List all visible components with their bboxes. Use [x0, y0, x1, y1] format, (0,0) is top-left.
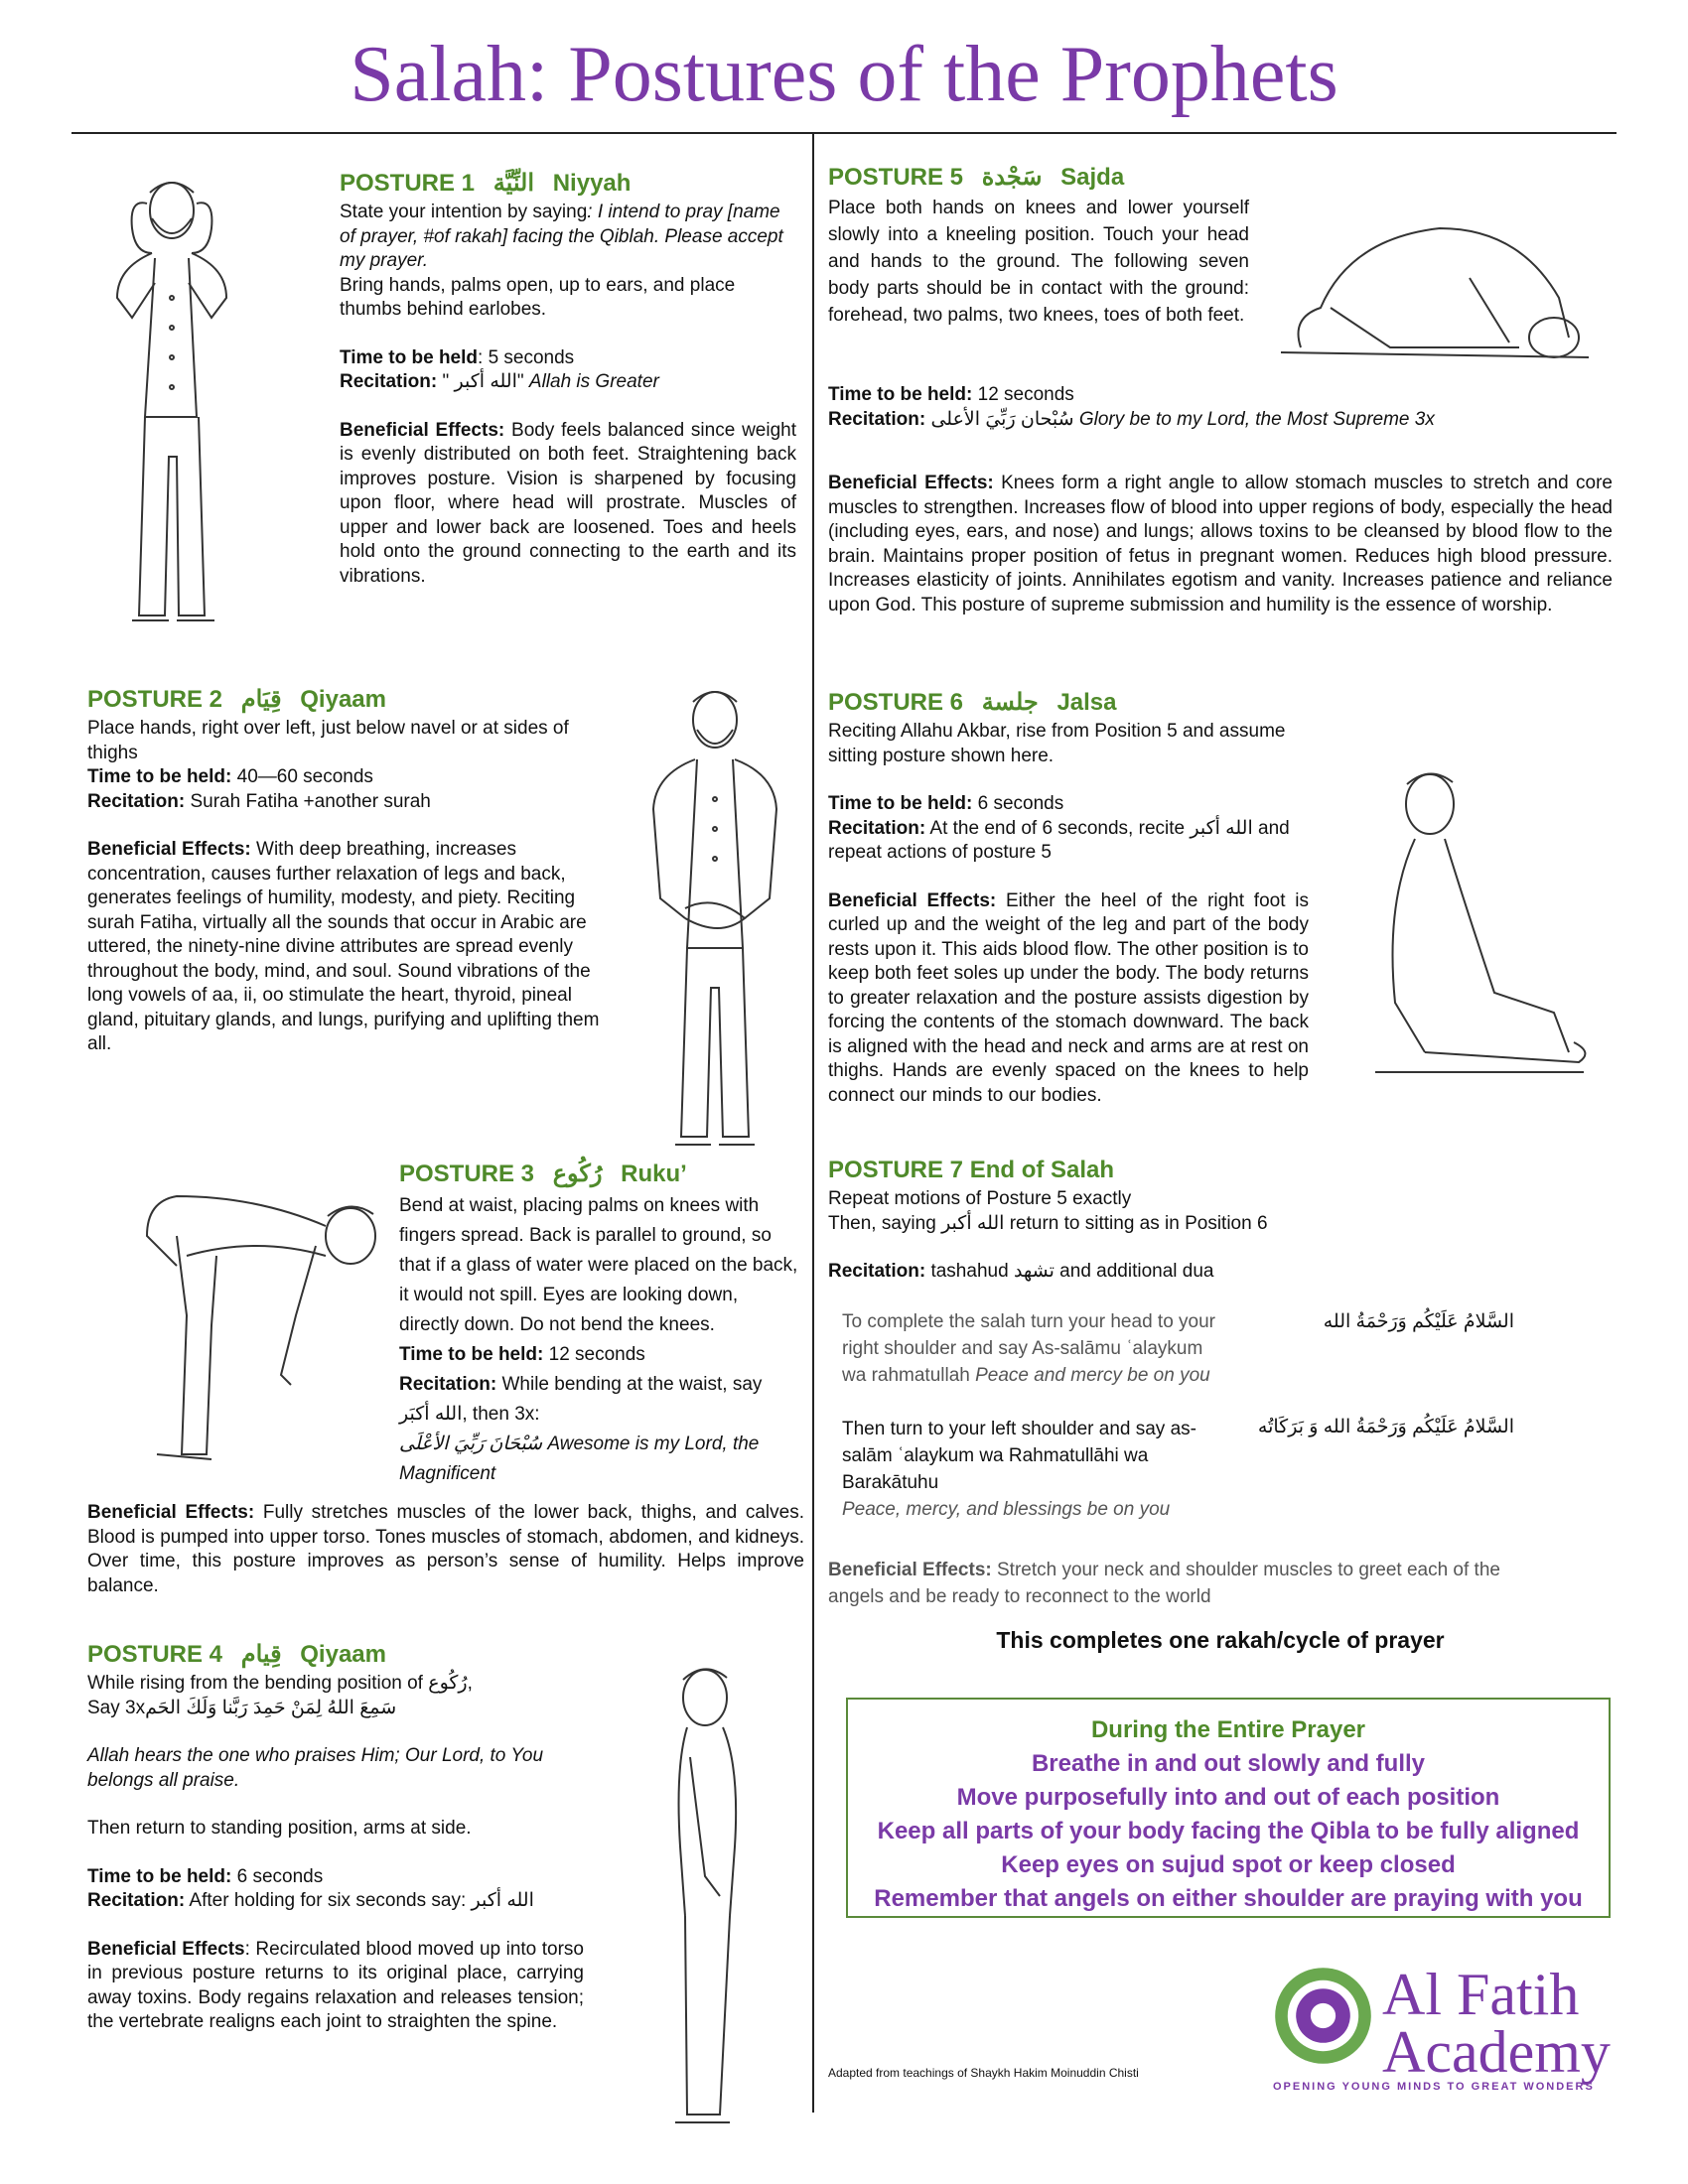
posture-1-benefits: Beneficial Effects: Body feels balanced since weight is evenly distributed on both feet. Straightening back improves posture. Vision is sharpened by focusing upon floor, where head will prostrate. Muscles of upper and lower back are loosened. Toes and heels hold onto the ground connecting to the earth and its vibrations. [340, 419, 796, 587]
posture-2-time: Time to be held: 40—60 seconds [87, 766, 373, 787]
posture-6-recitation: Recitation: At the end of 6 seconds, recite الله أكبر and repeat actions of posture 5 [828, 817, 1290, 863]
posture-3-time: Time to be held: 12 seconds [399, 1344, 645, 1365]
salam-left: Then turn to your left shoulder and say as-salām ʿalaykum wa Rahmatullāhi wa Barakātuhu Peace, mercy, and blessings be on you [842, 1419, 1196, 1520]
posture-4-figure [635, 1648, 784, 2134]
posture-4-return: Then return to standing position, arms at side. [87, 1818, 472, 1839]
posture-6-section [828, 688, 1309, 1108]
posture-1-section [340, 169, 796, 589]
posture-6-text: Reciting Allahu Akbar, rise from Position 5 and assume sitting posture shown here. [828, 721, 1286, 766]
salam-right-arabic: السَّلامُ عَلَيْكُم وَرَحْمَةُ الله [1323, 1311, 1514, 1332]
posture-7-heading: POSTURE 7 End of Salah [828, 1157, 1115, 1183]
posture-6-figure [1355, 754, 1594, 1092]
posture-1-name: Niyyah [552, 170, 632, 197]
salam-right: To complete the salah turn your head to your right shoulder and say As-salāmu ʿalaykum wa rahmatullah Peace and mercy be on you [842, 1311, 1216, 1386]
posture-5-time: Time to be held: 12 seconds [828, 384, 1074, 405]
box-line: Keep all parts of your body facing the Qibla to be fully aligned [877, 1818, 1580, 1844]
posture-4-benefits: Beneficial Effects: Recirculated blood moved up into torso in previous posture returns to its original place, carrying away toxins. Body regains relaxation and releases tension; the vertebrate realigns each joint to straighten the spine. [87, 1938, 584, 2032]
logo-tagline: OPENING YOUNG MINDS TO GREAT WONDERS [1273, 2081, 1595, 2093]
logo-text [1382, 1962, 1611, 2085]
posture-5-section [828, 163, 1249, 329]
box-line: Move purposefully into and out of each position [956, 1784, 1500, 1811]
box-line: Remember that angels on either shoulder are praying with you [874, 1885, 1583, 1912]
posture-1-hands: Bring hands, palms open, up to ears, and place thumbs behind earlobes. [340, 274, 736, 320]
posture-5-text: Place both hands on knees and lower yourself slowly into a kneeling position. Touch your head and hands to the ground. The following seven body parts should be in contact with the ground: forehead, two palms, two knees, toes of both feet. [828, 198, 1249, 326]
posture-6-heading: POSTURE 6 جلسة Jalsa [828, 689, 1117, 716]
page-title: Salah: Postures of the Prophets [350, 31, 1338, 118]
posture-5-figure [1271, 199, 1599, 367]
box-line: Breathe in and out slowly and fully [1031, 1750, 1426, 1777]
posture-4-line1: While rising from the bending position of رُكُوع, [87, 1673, 473, 1694]
logo-emblem-icon [1271, 1964, 1375, 2068]
logo-line-1: Al Fatih [1382, 1962, 1580, 2027]
posture-3-benefits: Beneficial Effects: Fully stretches muscles of the lower back, thighs, and calves. Blood is pumped into upper torso. Tones muscles of stomach, abdomen, and kidneys. Over time, this posture improves as person’s sense of humility. Helps improve balance. [87, 1502, 804, 1596]
posture-6-benefits: Beneficial Effects: Either the heel of the right foot is curled up and the weight of the leg and part of the body rests upon it. This aids blood flow. The other position is to keep both feet soles up under the body. The body returns to greater relaxation and the posture assists digestion by forcing the contents of the stomach downward. The back is aligned with the head and neck and arms are at rest on thighs. Hands are evenly spaced on the knees to help connect our minds to our bodies. [828, 889, 1309, 1106]
box-line: Keep eyes on sujud spot or keep closed [1001, 1851, 1456, 1878]
column-divider [812, 132, 814, 2113]
posture-4-time: Time to be held: 6 seconds [87, 1865, 324, 1887]
posture-7-line1: Repeat motions of Posture 5 exactly [828, 1188, 1132, 1209]
credit: Adapted from teachings of Shaykh Hakim Moinuddin Chisti [828, 2066, 1139, 2080]
posture-6-time: Time to be held: 6 seconds [828, 793, 1064, 814]
posture-1-recitation: Recitation: " الله أكبر" Allah is Greater [340, 371, 659, 392]
title-divider [71, 132, 1617, 134]
posture-5-details [828, 383, 1613, 617]
posture-5-heading: POSTURE 5 سَجْدة Sajda [828, 164, 1125, 191]
posture-4-section [87, 1640, 584, 2035]
posture-3-heading: POSTURE 3 رُكُوع Ruku’ [399, 1160, 687, 1187]
posture-4-translation: Allah hears the one who praises Him; Our Lord, to You belongs all praise. [87, 1745, 544, 1791]
posture-2-heading: POSTURE 2 قِيَام Qiyaam [87, 686, 386, 713]
posture-1-intro: State your intention by saying: I intend to pray [name of prayer, #of rakah] facing the Qiblah. Please accept my prayer. [340, 202, 783, 271]
posture-2-benefits: Beneficial Effects: With deep breathing, increases concentration, causes further relaxation of legs and back, generates feelings of humility, modesty, and piety. Reciting surah Fatiha, virtually all the sounds that occur in Arabic are uttered, the ninety-nine divine attributes are spread evenly throughout the body, mind, and soul. Sound vibrations of the long vowels of aa, ii, oo stimulate the heart, thyroid, pineal gland, pituitary glands, and lungs, purifying and uplifting them all. [87, 839, 600, 1054]
posture-3-recitation: Recitation: While bending at the waist, say [399, 1374, 763, 1395]
posture-3-figure [117, 1157, 390, 1474]
posture-7-line2: Then, saying الله أكبر return to sitting as in Position 6 [828, 1212, 1268, 1234]
posture-1-label: POSTURE 1 [340, 170, 476, 197]
posture-2-recitation: Recitation: Surah Fatiha +another surah [87, 790, 431, 812]
posture-2-section [87, 685, 604, 1057]
salam-left-arabic: السَّلامُ عَلَيْكُم وَرَحْمَةُ الله وَ بَرَكَاتُه [1257, 1417, 1514, 1437]
posture-3-recitation-2: الله أكبَر, then 3x: [399, 1404, 540, 1425]
posture-1-time: Time to be held: 5 seconds [340, 346, 575, 368]
posture-1-arabic: النِّيَّة [492, 170, 535, 197]
posture-5-benefits: Beneficial Effects: Knees form a right angle to allow stomach muscles to stretch and core muscles to strengthen. Increases flow of blood into upper regions of body, especially the head (including eyes, ears, and nose) and lungs; allows toxins to be cleansed by blood flow to the brain. Maintains proper position of fetus in pregnant women. Reduces high blood pressure. Increases elasticity of joints. Annihilates egotism and vanity. Increases patience and reliance upon God. This posture of supreme submission and humility is the essence of worship. [828, 473, 1613, 615]
posture-7-recitation: Recitation: tashahud تشهد and additional dua [828, 1261, 1214, 1282]
logo-line-2: Academy [1382, 2019, 1611, 2085]
posture-1-figure [77, 159, 266, 633]
posture-3-recitation-3: سُبْحَانَ رَبِّيَ الأعْلَى Awesome is my Lord, the Magnificent [399, 1433, 760, 1484]
posture-4-line2: Say 3xسَمِعَ اللهُ لِمَنْ حَمِدَ رَبَّنا وَلَكَ الحَم [87, 1697, 397, 1718]
posture-2-figure [626, 670, 804, 1161]
posture-1-heading [340, 169, 796, 199]
posture-5-recitation: Recitation: سُبْحان رَبِّيَ الأعلى Glory be to my Lord, the Most Supreme 3x [828, 408, 1435, 430]
entire-prayer-box [846, 1698, 1611, 1918]
posture-3-section [399, 1160, 802, 1489]
posture-3-text: Bend at waist, placing palms on knees with fingers spread. Back is parallel to ground, so that if a glass of water were placed on the back, it would not spill. Eyes are looking down, directly down. Do not bend the knees. [399, 1195, 798, 1335]
box-heading: During the Entire Prayer [1090, 1716, 1366, 1743]
posture-4-recitation: Recitation: After holding for six seconds say: الله أكبر [87, 1890, 534, 1911]
posture-7-section [828, 1156, 1613, 1285]
posture-2-hands: Place hands, right over left, just below navel or at sides of thighs [87, 718, 569, 763]
completes-line: This completes one rakah/cycle of prayer [996, 1627, 1445, 1653]
posture-4-heading: POSTURE 4 قِيام Qiyaam [87, 1641, 386, 1668]
posture-7-benefits: Beneficial Effects: Stretch your neck and shoulder muscles to greet each of the angels and be ready to reconnect to the world [828, 1560, 1500, 1607]
